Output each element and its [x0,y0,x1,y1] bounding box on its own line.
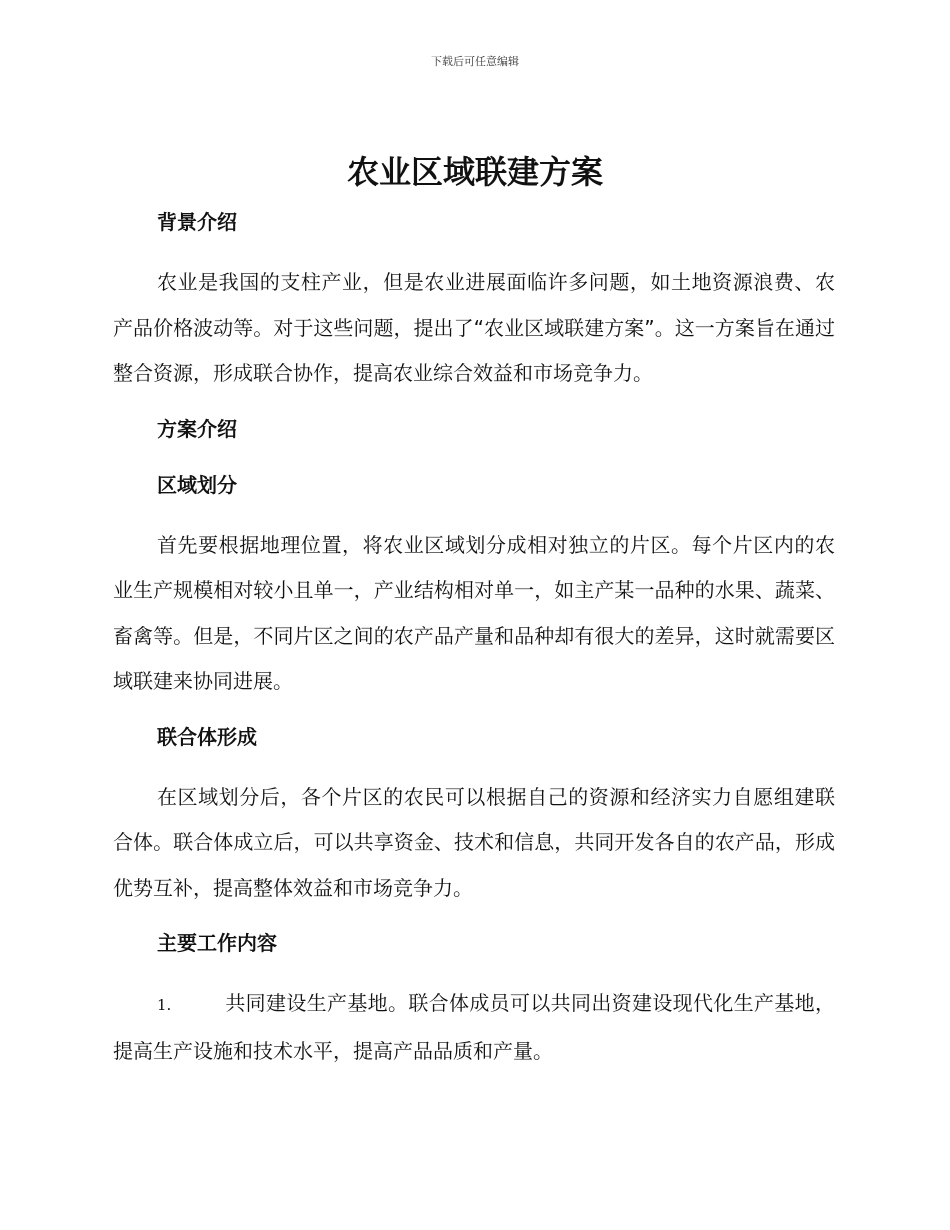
list-item [113,981,835,1074]
page-header: 下载后可任意编辑 [431,55,519,68]
section-paragraph: 农业是我国的支柱产业，但是农业进展面临许多问题，如土地资源浪费、农产品价格波动等。对于这些问题，提出了“农业区域联建方案”。这一方案旨在通过整合资源，形成联合协作，提高农业综合效益和市场竞争力。 [113,270,835,385]
section-paragraph: 首先要根据地理位置，将农业区域划分成相对独立的片区。每个片区内的农业生产规模相对较小且单一，产业结构相对单一，如主产某一品种的水果、蔬菜、畜禽等。但是，不同片区之间的农产品产量和品种却有很大的差异，这时就需要区域联建来协同进展。 [113,532,835,693]
list-text: 共同建设生产基地。联合体成员可以共同出资建设现代化生产基地，提高生产设施和技术水平，提高产品品质和产量。 [113,991,835,1063]
section-paragraph: 在区域划分后，各个片区的农民可以根据自己的资源和经济实力自愿组建联合体。联合体成立后，可以共享资金、技术和信息，共同开发各自的农产品，形成优势互补，提高整体效益和市场竞争力。 [113,784,835,900]
section-heading: 方案介绍 [157,416,237,441]
document-title: 农业区域联建方案 [346,153,603,191]
section-heading: 联合体形成 [157,724,257,749]
section-heading: 背景介绍 [157,210,237,234]
section-background [113,204,835,240]
section-heading: 主要工作内容 [157,931,277,955]
list-number: 1. [157,996,172,1014]
section-heading: 区域划分 [157,472,237,497]
document-body [113,204,835,1074]
